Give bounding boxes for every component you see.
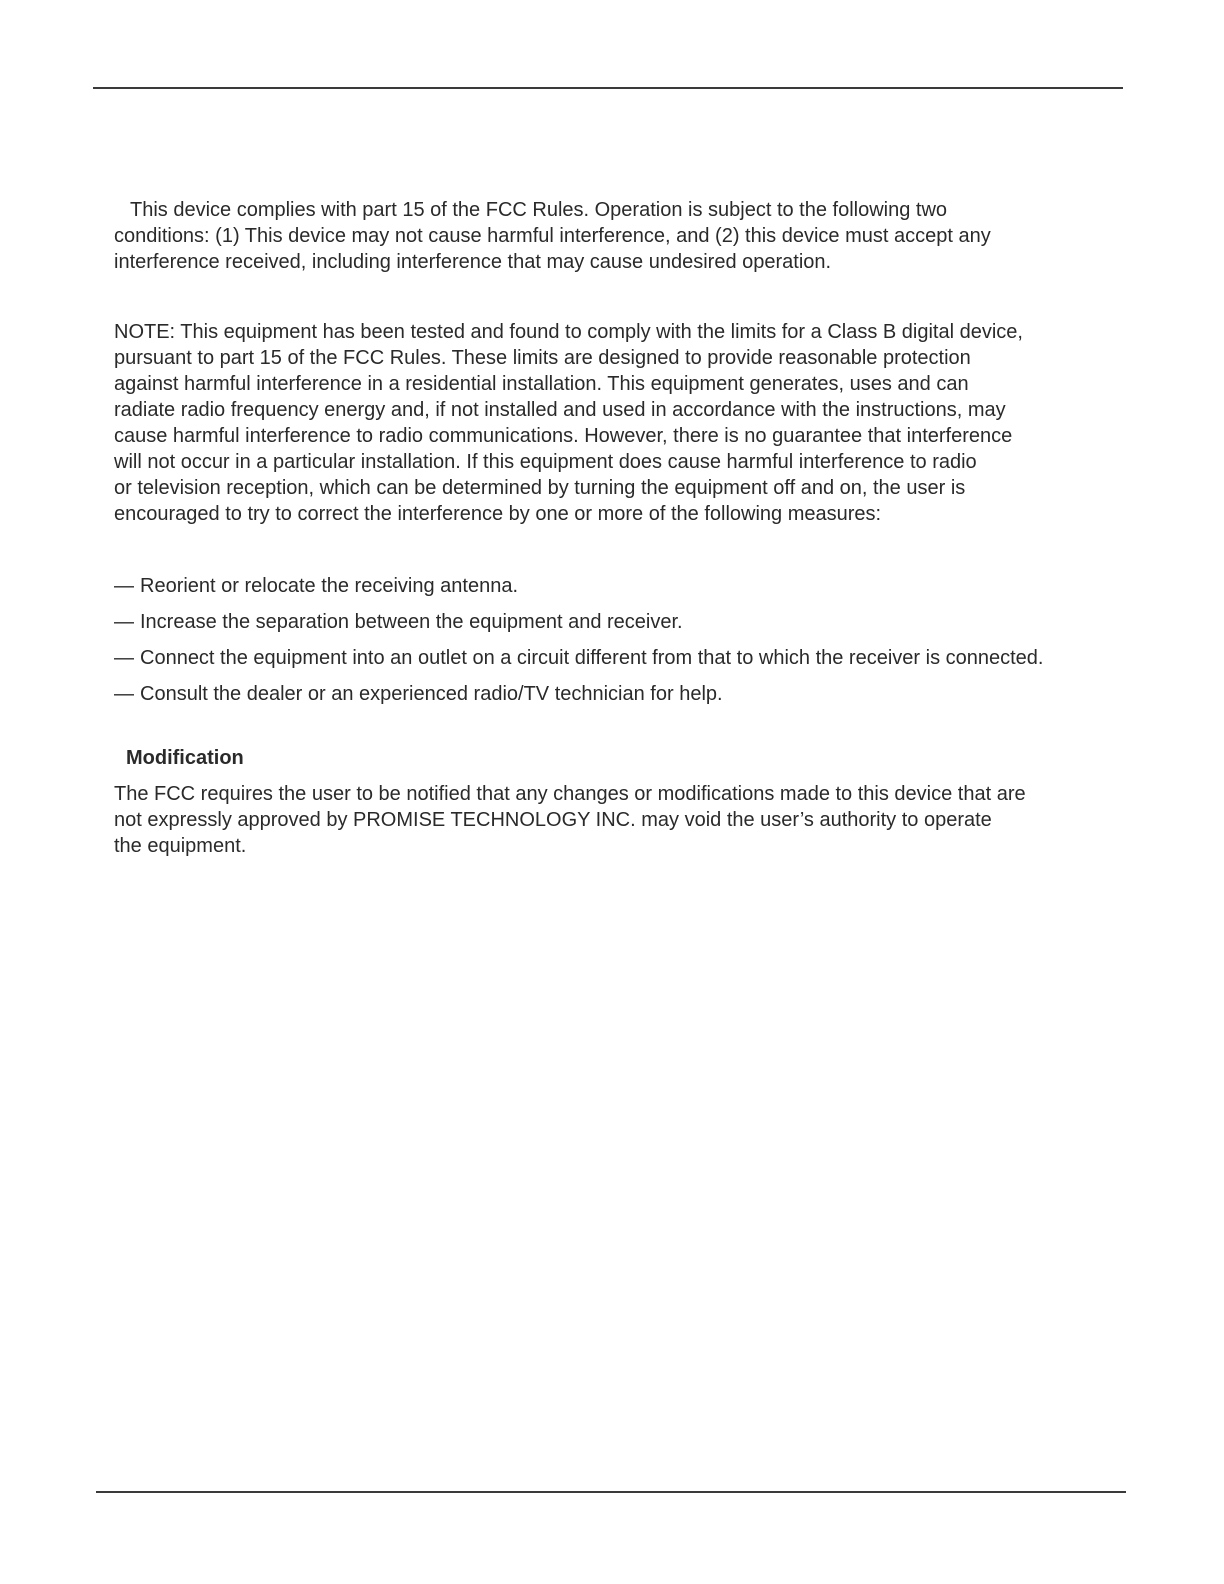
modification-paragraph: The FCC requires the user to be notified that any changes or modifications made to this device that are not expressly approved by PROMISE TECHNOLOGY INC. may void the user’s authority to operate the equipment.: [114, 783, 1026, 857]
note-paragraph: NOTE: This equipment has been tested and found to comply with the limits for a Class B digital device, pursuant to part 15 of the FCC Rules. These limits are designed to provide reasonable protection against harmful interference in a residential installation. This equipment generates, uses and can radiate radio frequency energy and, if not installed and used in accordance with the instructions, may cause harmful interference to radio communications. However, there is no guarantee that interference will not occur in a particular installation. If this equipment does cause harmful interference to radio or television reception, which can be determined by turning the equipment off and on, the user is encouraged to try to correct the interference by one or more of the following measures:: [114, 321, 1023, 525]
list-item: [114, 645, 1124, 671]
dash-bullet: —: [114, 575, 134, 597]
header-rule: [93, 87, 1123, 89]
list-item: [114, 681, 1124, 707]
fcc-statement: [114, 197, 1124, 859]
measures-list: [114, 573, 1124, 707]
list-item: [114, 609, 1124, 635]
measure-text: Connect the equipment into an outlet on a circuit different from that to which the receiver is connected.: [140, 647, 1044, 669]
dash-bullet: —: [114, 611, 134, 633]
compliance-paragraph: This device complies with part 15 of the FCC Rules. Operation is subject to the following two conditions: (1) This device may not cause harmful interference, and (2) this device must accept any interference received, including interference that may cause undesired operation.: [114, 199, 991, 273]
list-item: [114, 573, 1124, 599]
measure-text: Reorient or relocate the receiving antenna.: [140, 575, 519, 597]
measure-text: Increase the separation between the equipment and receiver.: [140, 611, 683, 633]
measure-text: Consult the dealer or an experienced radio/TV technician for help.: [140, 683, 723, 705]
dash-bullet: —: [114, 647, 134, 669]
modification-heading: Modification: [126, 747, 244, 769]
dash-bullet: —: [114, 683, 134, 705]
footer-rule: [96, 1491, 1126, 1493]
